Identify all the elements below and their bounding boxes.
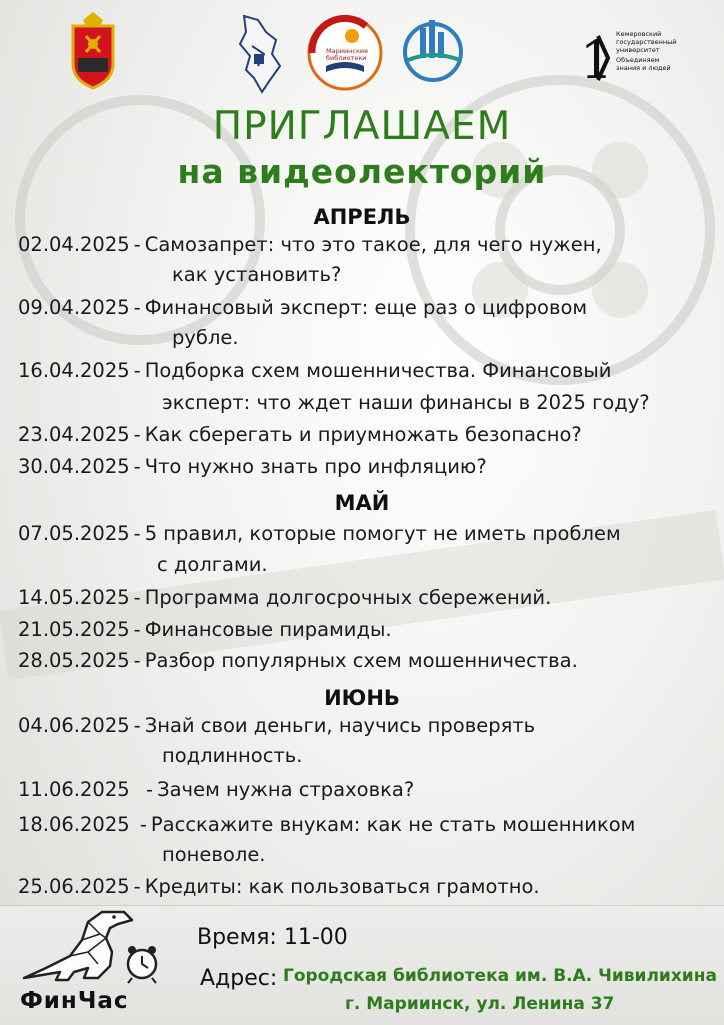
schedule-row: 11.06.2025 - Зачем нужна страховка? bbox=[18, 778, 415, 801]
address-line-2: г. Мариинск, ул. Ленина 37 bbox=[345, 994, 615, 1014]
address-label: Адрес: bbox=[200, 966, 278, 991]
schedule-row: 21.05.2025 - Финансовые пирамиды. bbox=[18, 618, 392, 641]
mariinsk-libraries-text: Мариинские библиотеки bbox=[326, 47, 369, 62]
schedule-row: 23.04.2025 - Как сберегать и приумножать безопасно? bbox=[18, 423, 582, 446]
schedule-row-cont: как установить? bbox=[172, 263, 342, 286]
month-heading-june: ИЮНЬ bbox=[324, 686, 400, 710]
month-heading-april: АПРЕЛЬ bbox=[313, 205, 411, 229]
title-video-lecture: на видеолекторий bbox=[177, 152, 547, 191]
schedule-row: 14.05.2025 - Программа долгосрочных сбережений. bbox=[18, 586, 552, 609]
kemsu-name: Кемеровский государственный университет Объединяем знания и людей bbox=[616, 30, 677, 72]
schedule-row: 28.05.2025 - Разбор популярных схем мошенничества. bbox=[18, 649, 578, 672]
schedule-row-cont: рубле. bbox=[172, 326, 239, 349]
schedule-row: 07.05.2025 - 5 правил, которые помогут не иметь проблем bbox=[18, 522, 621, 545]
mariinsk-map-icon bbox=[236, 14, 282, 94]
schedule-row: 18.06.2025 - Расскажите внукам: как не стать мошенником bbox=[18, 813, 636, 836]
schedule-row: 04.06.2025 - Знай свои деньги, научись проверять bbox=[18, 714, 536, 737]
financial-literacy-center-logo-icon bbox=[398, 14, 468, 84]
title-invite: ПРИГЛАШАЕМ bbox=[212, 104, 512, 149]
schedule-row: 02.04.2025 - Самозапрет: что это такое, для чего нужен, bbox=[18, 233, 602, 256]
schedule-row: 09.04.2025 - Финансовый эксперт: еще раз о цифровом bbox=[18, 296, 588, 319]
schedule-row-cont: поневоле. bbox=[162, 843, 266, 866]
month-heading-may: МАЙ bbox=[334, 491, 390, 515]
brand-finchas: ФинЧас bbox=[20, 988, 129, 1014]
header-logos bbox=[0, 0, 724, 105]
address-line-1: Городская библиотека им. В.А. Чивилихина bbox=[283, 966, 717, 986]
schedule-row: 30.04.2025 - Что нужно знать про инфляцию? bbox=[18, 455, 487, 478]
event-time: Время: 11-00 bbox=[197, 925, 348, 950]
schedule-row: 16.04.2025 - Подборка схем мошенничества. Финансовый bbox=[18, 359, 612, 382]
dinosaur-clock-icon bbox=[18, 906, 168, 986]
kemerovo-region-coat-of-arms-icon bbox=[68, 12, 118, 90]
schedule-row-cont: эксперт: что ждет наши финансы в 2025 году? bbox=[162, 391, 650, 414]
svg-text:1: 1 bbox=[580, 31, 614, 90]
schedule-row-cont: с долгами. bbox=[157, 553, 268, 576]
schedule-row-cont: подлинность. bbox=[162, 744, 303, 767]
schedule-row: 25.06.2025 - Кредиты: как пользоваться грамотно. bbox=[18, 875, 540, 898]
kemsu-logo-icon bbox=[578, 28, 614, 90]
